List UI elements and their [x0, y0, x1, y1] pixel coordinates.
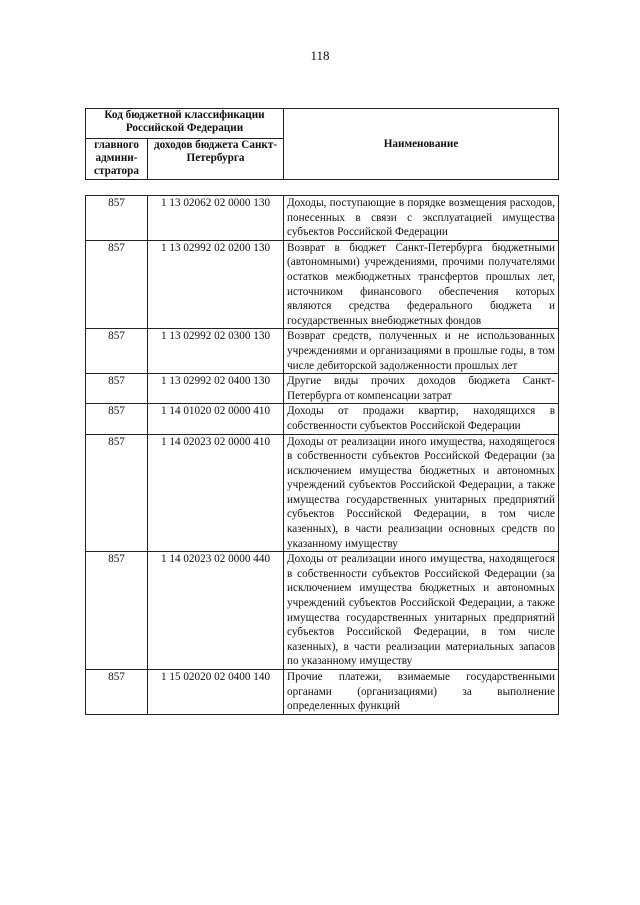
- table-header: [85, 108, 559, 180]
- admin-code-cell: 857: [86, 374, 148, 404]
- admin-code-cell: 857: [86, 240, 148, 329]
- admin-code-cell: 857: [86, 670, 148, 715]
- revenue-code-cell: 1 13 02992 02 0200 130: [148, 240, 284, 329]
- revenue-code-cell: 1 14 02023 02 0000 410: [148, 434, 284, 552]
- revenue-name-cell: Возврат в бюджет Санкт-Петербурга бюджетными (автономными) учреждениями, прочими получателями остатков межбюджетных трансфертов прошлых лет, источником финансового обеспечения которых являются средства федерального бюджета и государственных внебюджетных фондов: [284, 240, 559, 329]
- table-row: [86, 374, 559, 404]
- table-row: [86, 329, 559, 374]
- revenue-name-cell: Доходы от продажи квартир, находящихся в собственности субъектов Российской Федерации: [284, 404, 559, 434]
- revenue-code-cell: 1 13 02992 02 0300 130: [148, 329, 284, 374]
- revenue-name-cell: Прочие платежи, взимаемые государственными органами (организациями) за выполнение определенных функций: [284, 670, 559, 715]
- header-code-title: Код бюджетной классификации Российской Федерации: [86, 109, 284, 139]
- table-row: [86, 404, 559, 434]
- revenue-name-cell: Доходы от реализации иного имущества, находящегося в собственности субъектов Российской Федерации (за исключением имущества бюджетных и автономных учреждений субъектов Российской Федерации, а также имущества государственных унитарных предприятий субъектов Российской Федерации, в том числе казенных), в части реализации основных средств по указанному имуществу: [284, 434, 559, 552]
- header-revenue-col: доходов бюджета Санкт-Петербурга: [148, 139, 284, 180]
- revenue-name-cell: Возврат средств, полученных и не использованных учреждениями и организациями в прошлые годы, в том числе дебиторской задолженности прошлых лет: [284, 329, 559, 374]
- header-admin-col: главного админи-стратора: [86, 139, 148, 180]
- header-row-top: [86, 109, 559, 139]
- revenue-code-cell: 1 14 01020 02 0000 410: [148, 404, 284, 434]
- table-row: [86, 196, 559, 241]
- revenue-name-cell: Другие виды прочих доходов бюджета Санкт-Петербурга от компенсации затрат: [284, 374, 559, 404]
- table-row: [86, 670, 559, 715]
- admin-code-cell: 857: [86, 329, 148, 374]
- revenue-name-cell: Доходы, поступающие в порядке возмещения расходов, понесенных в связи с эксплуатацией имущества субъектов Российской Федерации: [284, 196, 559, 241]
- revenue-name-cell: Доходы от реализации иного имущества, находящегося в собственности субъектов Российской Федерации (за исключением имущества бюджетных и автономных учреждений субъектов Российской Федерации, а также имущества государственных унитарных предприятий субъектов Российской Федерации, в том числе казенных), в части реализации материальных запасов по указанному имуществу: [284, 552, 559, 670]
- table-rows: [86, 196, 559, 715]
- header-name-title: Наименование: [284, 109, 559, 180]
- table-row: [86, 552, 559, 670]
- revenue-code-cell: 1 14 02023 02 0000 440: [148, 552, 284, 670]
- revenue-code-cell: 1 13 02992 02 0400 130: [148, 374, 284, 404]
- table-row: [86, 240, 559, 329]
- table-row: [86, 434, 559, 552]
- page-number: 118: [310, 48, 330, 63]
- admin-code-cell: 857: [86, 196, 148, 241]
- admin-code-cell: 857: [86, 552, 148, 670]
- revenue-code-cell: 1 13 02062 02 0000 130: [148, 196, 284, 241]
- admin-code-cell: 857: [86, 404, 148, 434]
- revenue-code-cell: 1 15 02020 02 0400 140: [148, 670, 284, 715]
- table-body: [85, 195, 559, 715]
- admin-code-cell: 857: [86, 434, 148, 552]
